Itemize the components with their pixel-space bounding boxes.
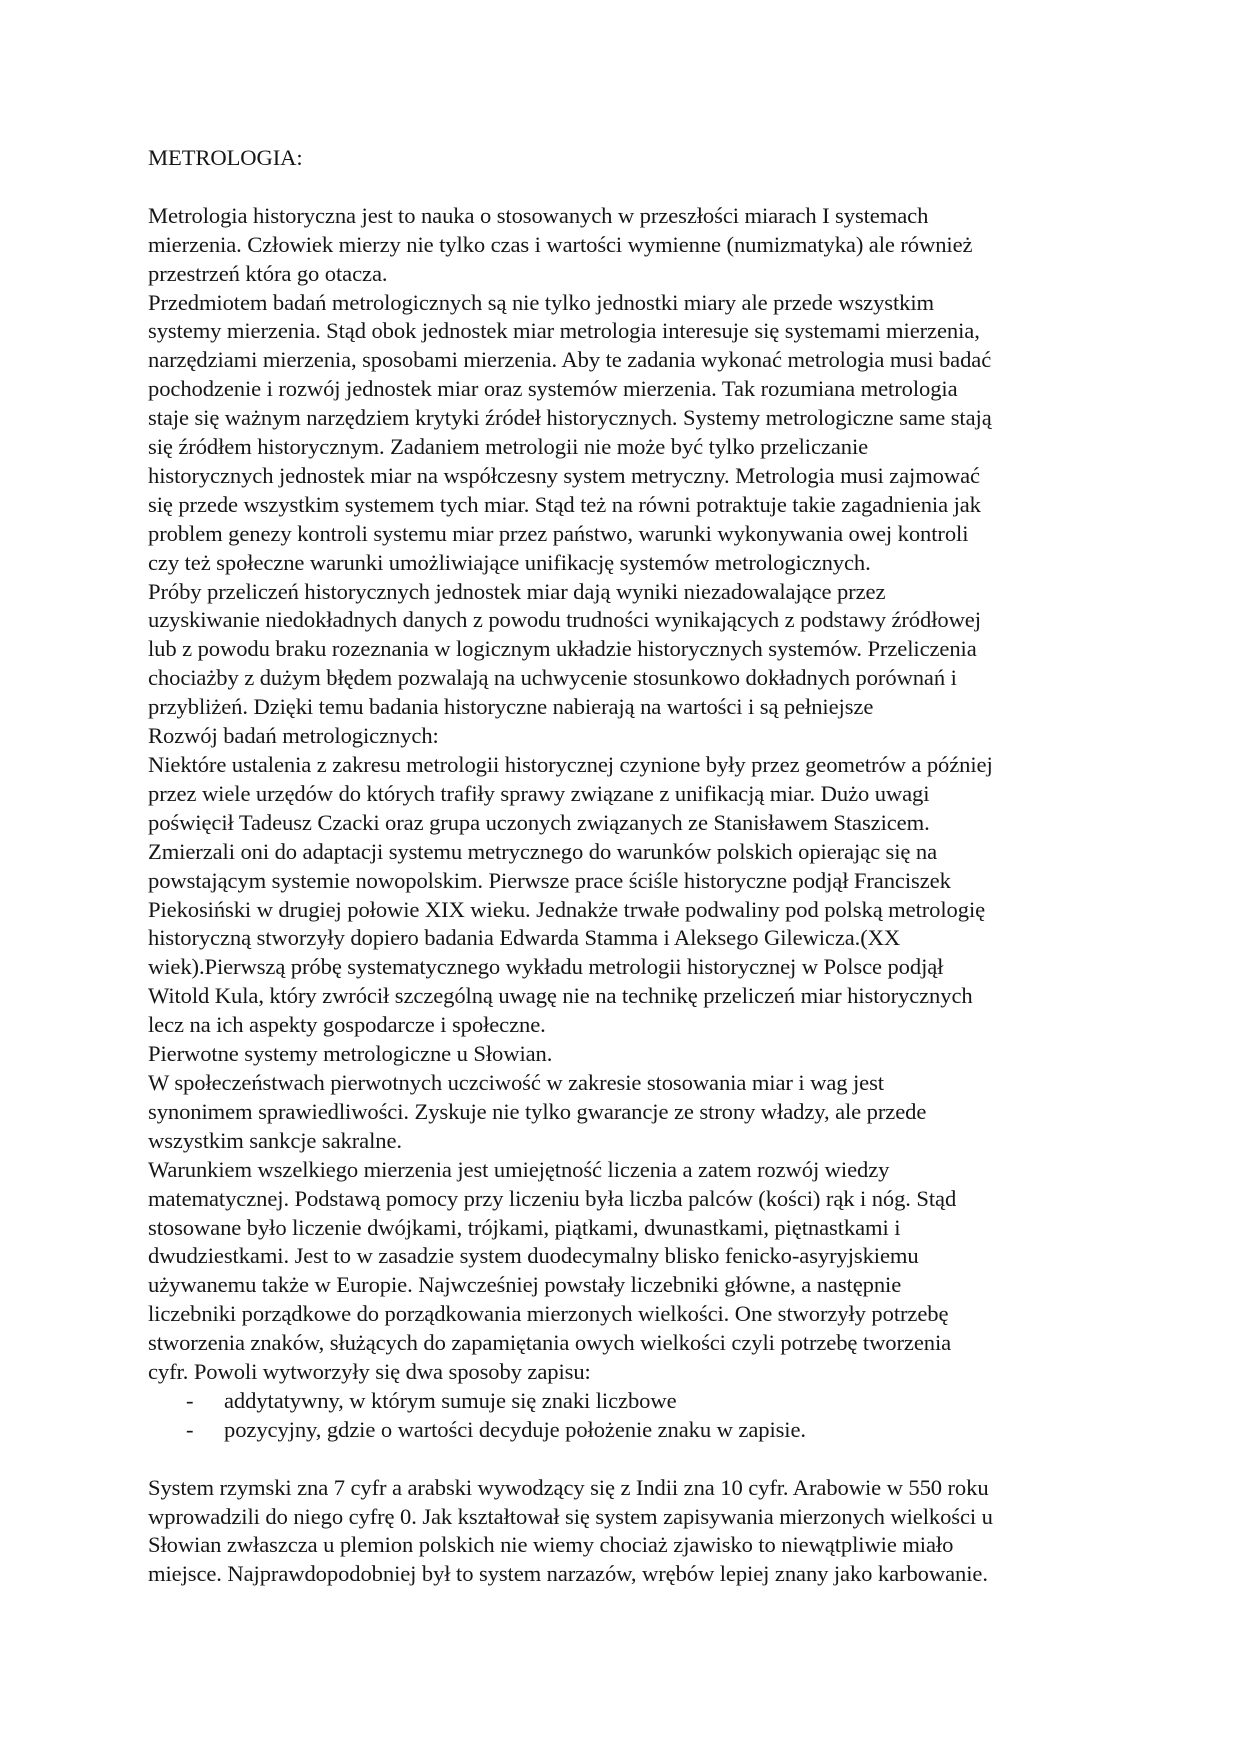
list-item <box>148 1387 1108 1416</box>
list-item-text: addytatywny, w którym sumuje się znaki liczbowe <box>224 1387 677 1413</box>
text-line: Piekosiński w drugiej połowie XIX wieku. Jednakże trwałe podwaliny pod polską metrologię <box>148 896 986 922</box>
text-line: staje się ważnym narzędziem krytyki źródeł historycznych. Systemy metrologiczne same stają <box>148 405 992 431</box>
section-heading: Rozwój badań metrologicznych: <box>148 723 439 749</box>
text-line: Warunkiem wszelkiego mierzenia jest umiejętność liczenia a zatem rozwój wiedzy <box>148 1156 890 1182</box>
section-heading: Pierwotne systemy metrologiczne u Słowian. <box>148 1041 553 1067</box>
text-line: matematycznej. Podstawą pomocy przy liczeniu była liczba palców (kości) rąk i nóg. Stąd <box>148 1185 957 1211</box>
text-line: stworzenia znaków, służących do zapamiętania owych wielkości czyli potrzebę tworzenia <box>148 1330 952 1356</box>
text-line: Niektóre ustalenia z zakresu metrologii historycznej czynione były przez geometrów a później <box>148 752 993 778</box>
body-text-after-list <box>148 1474 1108 1590</box>
text-line: Zmierzali oni do adaptacji systemu metrycznego do warunków polskich opierając się na <box>148 838 938 864</box>
text-line: Próby przeliczeń historycznych jednostek miar dają wyniki niezadowalające przez <box>148 578 886 604</box>
text-line: poświęcił Tadeusz Czacki oraz grupa uczonych związanych ze Stanisławem Staszicem. <box>148 809 930 835</box>
text-line: lub z powodu braku rozeznania w logicznym układzie historycznych systemów. Przeliczenia <box>148 636 977 662</box>
document-page <box>148 144 1108 1589</box>
text-line: historycznych jednostek miar na współczesny system metryczny. Metrologia musi zajmować <box>148 462 980 488</box>
text-line: historyczną stworzyły dopiero badania Edwarda Stamma i Aleksego Gilewicza.(XX <box>148 925 901 951</box>
text-line: Przedmiotem badań metrologicznych są nie tylko jednostki miary ale przede wszystkim <box>148 289 935 315</box>
text-line: wiek).Pierwszą próbę systematycznego wykładu metrologii historycznej w Polsce podjął <box>148 954 944 980</box>
text-line: chociażby z dużym błędem pozwalają na uchwycenie stosunkowo dokładnych porównań i <box>148 665 957 691</box>
text-line: W społeczeństwach pierwotnych uczciwość w zakresie stosowania miar i wag jest <box>148 1069 884 1095</box>
bullet-dash: - <box>186 1416 194 1442</box>
text-line: stosowane było liczenie dwójkami, trójkami, piątkami, dwunastkami, piętnastkami i <box>148 1214 901 1240</box>
text-line: wszystkim sankcje sakralne. <box>148 1127 402 1153</box>
text-line: narzędziami mierzenia, sposobami mierzenia. Aby te zadania wykonać metrologia musi badać <box>148 347 992 373</box>
text-line: uzyskiwanie niedokładnych danych z powodu trudności wynikających z podstawy źródłowej <box>148 607 981 633</box>
text-line: czy też społeczne warunki umożliwiające unifikację systemów metrologicznych. <box>148 549 871 575</box>
text-line: przestrzeń która go otacza. <box>148 260 388 286</box>
text-line: powstającym systemie nowopolskim. Pierwsze prace ściśle historyczne podjął Franciszek <box>148 867 951 893</box>
text-line: liczebniki porządkowe do porządkowania mierzonych wielkości. One stworzyły potrzebę <box>148 1301 949 1327</box>
text-line: lecz na ich aspekty gospodarcze i społeczne. <box>148 1012 546 1038</box>
list-item-text: pozycyjny, gdzie o wartości decyduje położenie znaku w zapisie. <box>224 1416 806 1442</box>
text-line: się źródłem historycznym. Zadaniem metrologii nie może być tylko przeliczanie <box>148 434 869 460</box>
bullet-list <box>148 1387 1108 1445</box>
text-line: dwudziestkami. Jest to w zasadzie system duodecymalny blisko fenicko-asyryjskiemu <box>148 1243 919 1269</box>
text-line: wprowadzili do niego cyfrę 0. Jak kształtował się system zapisywania mierzonych wielkości u <box>148 1503 993 1529</box>
text-line: mierzenia. Człowiek mierzy nie tylko czas i wartości wymienne (numizmatyka) ale również <box>148 231 973 257</box>
page-title: METROLOGIA: <box>148 145 303 170</box>
text-line: przybliżeń. Dzięki temu badania historyczne nabierają na wartości i są pełniejsze <box>148 694 874 720</box>
bullet-dash: - <box>186 1387 194 1413</box>
text-line: problem genezy kontroli systemu miar przez państwo, warunki wykonywania owej kontroli <box>148 520 969 546</box>
text-line: używanemu także w Europie. Najwcześniej powstały liczebniki główne, a następnie <box>148 1272 902 1298</box>
text-line: Witold Kula, który zwrócił szczególną uwagę nie na technikę przeliczeń miar historycznych <box>148 983 973 1009</box>
list-item <box>148 1416 1108 1445</box>
text-line: System rzymski zna 7 cyfr a arabski wywodzący się z Indii zna 10 cyfr. Arabowie w 550 roku <box>148 1474 989 1500</box>
text-line: pochodzenie i rozwój jednostek miar oraz systemów mierzenia. Tak rozumiana metrologia <box>148 376 958 402</box>
text-line: przez wiele urzędów do których trafiły sprawy związane z unifikacją miar. Dużo uwagi <box>148 780 930 806</box>
text-line: miejsce. Najprawdopodobniej był to system narzazów, wrębów lepiej znany jako karbowanie. <box>148 1561 988 1587</box>
text-line: Metrologia historyczna jest to nauka o stosowanych w przeszłości miarach I systemach <box>148 202 929 228</box>
text-line: cyfr. Powoli wytworzyły się dwa sposoby zapisu: <box>148 1359 591 1385</box>
text-line: systemy mierzenia. Stąd obok jednostek miar metrologia interesuje się systemami mierzenia, <box>148 318 980 344</box>
text-line: Słowian zwłaszcza u plemion polskich nie wiemy chociaż zjawisko to niewątpliwie miało <box>148 1532 954 1558</box>
text-line: synonimem sprawiedliwości. Zyskuje nie tylko gwarancje ze strony władzy, ale przede <box>148 1098 927 1124</box>
text-line: się przede wszystkim systemem tych miar. Stąd też na równi potraktuje takie zagadnienia jak <box>148 491 981 517</box>
paragraph-spacer <box>148 1445 1108 1474</box>
body-text-before-list <box>148 202 1108 1387</box>
